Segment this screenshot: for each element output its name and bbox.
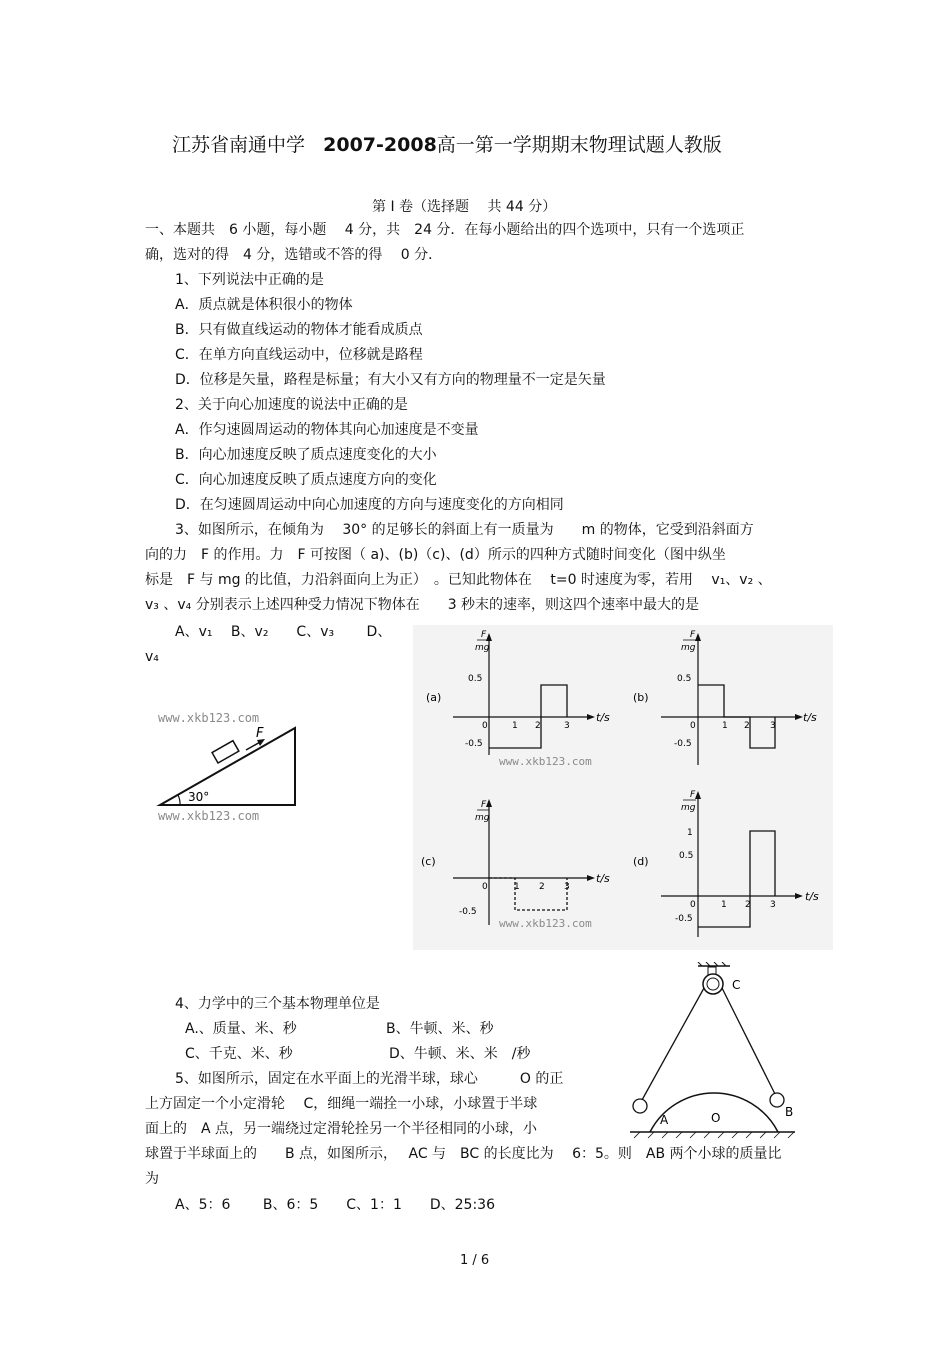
document-title <box>172 130 722 157</box>
incline-watermark-bottom: www.xkb123.com <box>158 809 260 823</box>
graph-d-xtick-3: 3 <box>770 900 776 910</box>
graph-d-ylabel-top: F <box>690 790 696 800</box>
graph-a-ytick-pos: 0.5 <box>468 674 483 684</box>
q4-option-b: B、牛顿、米、秒 <box>386 1021 494 1037</box>
graph-c-xtick-1: 1 <box>514 882 520 892</box>
q3-options-line-2: v₄ <box>145 649 159 665</box>
title-year: 2007-2008 <box>323 134 437 156</box>
graph-d-origin: 0 <box>690 900 696 910</box>
graph-c-xtick-2: 2 <box>539 882 545 892</box>
q5-line-1: 5、如图所示，固定在水平面上的光滑半球，球心 O 的正 <box>175 1071 564 1087</box>
block <box>212 741 239 763</box>
q1-stem: 1、下列说法中正确的是 <box>175 272 324 288</box>
q4-option-a: A.、质量、米、秒 <box>185 1021 297 1037</box>
graph-d-ytick-neg: -0.5 <box>675 914 693 924</box>
graph-b-ytick-pos: 0.5 <box>677 674 692 684</box>
incline-watermark-top: www.xkb123.com <box>158 711 260 725</box>
graph-d-xtick-1: 1 <box>721 900 727 910</box>
graph-c-xlabel: t/s <box>596 872 610 885</box>
graph-a-ytick-neg: -0.5 <box>465 739 483 749</box>
title-prefix: 江苏省南通中学 <box>172 134 306 156</box>
force-label: F <box>256 726 264 741</box>
graph-c-ylabel-top: F <box>481 800 487 810</box>
graph-b-xlabel: t/s <box>803 711 817 724</box>
graph-a-xtick-2: 2 <box>535 721 541 731</box>
q5-line-2: 上方固定一个小定滑轮 C，细绳一端拴一小球，小球置于半球 <box>145 1096 538 1112</box>
page-number: 1 / 6 <box>460 1253 490 1268</box>
q2-option-b: B．向心加速度反映了质点速度变化的大小 <box>175 447 437 463</box>
graph-b-xtick-2: 2 <box>744 721 750 731</box>
q2-option-d: D．在匀速圆周运动中向心加速度的方向与速度变化的方向相同 <box>175 497 564 513</box>
incline-triangle <box>160 728 295 805</box>
label-b: B <box>785 1105 794 1119</box>
pulley-c <box>703 974 723 994</box>
q4-stem: 4、力学中的三个基本物理单位是 <box>175 996 380 1012</box>
q1-option-a: A．质点就是体积很小的物体 <box>175 297 353 313</box>
q4-option-d: D、牛顿、米、米 /秒 <box>389 1046 531 1062</box>
graph-a-ylabel-top: F <box>481 630 487 640</box>
q3-line-2: 向的力 F 的作用。力 F 可按图（ a)、(b)（c)、(d）所示的四种方式随时间变化（图中纵坐 <box>145 547 726 563</box>
graph-d-ytick-0-5: 0.5 <box>679 851 694 861</box>
q3-line-1: 3、如图所示，在倾角为 30° 的足够长的斜面上有一质量为 m 的物体，它受到沿斜面方 <box>175 522 754 538</box>
graph-d-xtick-2: 2 <box>745 900 751 910</box>
q1-option-d: D．位移是矢量，路程是标量；有大小又有方向的物理量不一定是矢量 <box>175 372 606 388</box>
instructions-line-2: 确，选对的得 4 分，选错或不答的得 0 分． <box>145 247 443 263</box>
q5-line-4: 球置于半球面上的 B 点，如图所示， AC 与 BC 的长度比为 6：5。则 AB 两个小球的质量比 <box>145 1146 782 1162</box>
incline-figure <box>150 705 310 830</box>
q5-line-5: 为 <box>145 1171 159 1187</box>
graph-a-tag: (a) <box>426 691 442 704</box>
instructions-line-1: 一、本题共 6 小题，每小题 4 分，共 24 分．在每小题给出的四个选项中，只有一个选项正 <box>145 222 745 238</box>
graph-c-ylabel-bottom: mg <box>475 813 490 823</box>
angle-arc <box>178 795 180 805</box>
label-a: A <box>660 1113 669 1127</box>
graph-c-xtick-3: 3 <box>564 882 570 892</box>
graph-c-origin: 0 <box>482 882 488 892</box>
q3-line-4: v₃ 、v₄ 分别表示上述四种受力情况下物体在 3 秒末的速率，则这四个速率中最大的是 <box>145 597 700 613</box>
graph-b-xtick-1: 1 <box>722 721 728 731</box>
graph-c-watermark: www.xkb123.com <box>499 917 592 930</box>
q3-options-line-1: A、v₁ B、v₂ C、v₃ D、 <box>175 624 392 640</box>
graph-d-tag: (d) <box>633 855 649 868</box>
label-c: C <box>732 978 741 992</box>
q4-option-c: C、千克、米、秒 <box>185 1046 293 1062</box>
q5-line-3: 面上的 A 点，另一端绕过定滑轮拴另一个半径相同的小球，小 <box>145 1121 538 1137</box>
graph-b-ytick-neg: -0.5 <box>674 739 692 749</box>
hemisphere-figure <box>620 962 805 1142</box>
graph-a-origin: 0 <box>482 721 488 731</box>
graph-a-xlabel: t/s <box>596 711 610 724</box>
q3-line-3: 标是 F 与 mg 的比值，力沿斜面向上为正） 。已知此物体在 t=0 时速度为零，若用 v₁、v₂ 、 <box>145 572 772 588</box>
q2-option-a: A．作匀速圆周运动的物体其向心加速度是不变量 <box>175 422 479 438</box>
graph-c-ytick-neg: -0.5 <box>459 907 477 917</box>
graph-b-ylabel-bottom: mg <box>681 643 696 653</box>
rope-bc <box>722 988 775 1094</box>
graph-b-xtick-3: 3 <box>770 721 776 731</box>
graph-b-origin: 0 <box>690 721 696 731</box>
graph-a-ylabel-bottom: mg <box>475 643 490 653</box>
force-time-graphs <box>413 625 833 950</box>
ball-a <box>633 1099 647 1113</box>
graph-b-tag: (b) <box>633 691 649 704</box>
ball-b <box>770 1093 784 1107</box>
graph-a-xtick-1: 1 <box>512 721 518 731</box>
label-o: O <box>711 1111 721 1125</box>
section-heading: 第 I 卷（选择题 共 44 分） <box>372 199 557 215</box>
q1-option-c: C．在单方向直线运动中，位移就是路程 <box>175 347 423 363</box>
graph-a-xtick-3: 3 <box>564 721 570 731</box>
graph-d-ylabel-bottom: mg <box>681 803 696 813</box>
q1-option-b: B．只有做直线运动的物体才能看成质点 <box>175 322 423 338</box>
rope-ac <box>642 988 704 1100</box>
q2-option-c: C．向心加速度反映了质点速度方向的变化 <box>175 472 437 488</box>
angle-label: 30° <box>188 790 210 804</box>
graph-a-watermark: www.xkb123.com <box>499 755 592 768</box>
graph-c-tag: (c) <box>421 855 436 868</box>
graph-d-ytick-1: 1 <box>687 828 693 838</box>
q2-stem: 2、关于向心加速度的说法中正确的是 <box>175 397 408 413</box>
q5-options: A、5：6 B、6：5 C、1：1 D、25:36 <box>175 1197 495 1213</box>
graph-d-xlabel: t/s <box>805 890 819 903</box>
title-suffix: 高一第一学期期末物理试题人教版 <box>436 134 722 156</box>
graph-b-ylabel-top: F <box>690 630 696 640</box>
